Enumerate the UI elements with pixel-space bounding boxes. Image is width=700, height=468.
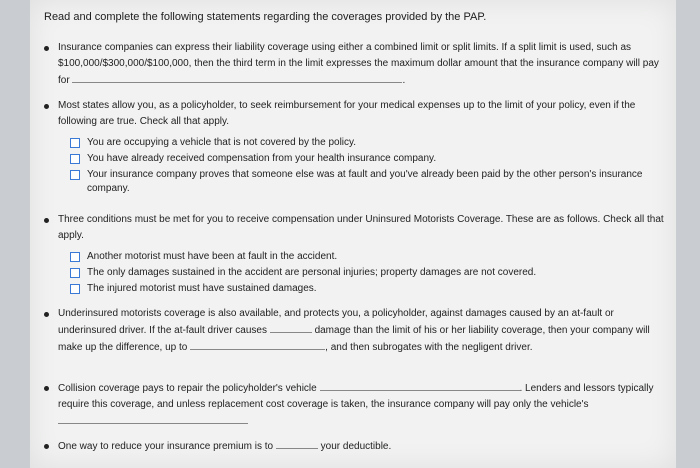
checkbox[interactable] <box>70 252 80 262</box>
question-5-text-2: . Lenders and lessors typically require this coverage, and unless replacement cost coverage is taken, the insurance company will pay only the vehicle's <box>58 383 654 410</box>
option-label: You are occupying a vehicle that is not covered by the policy. <box>87 137 357 148</box>
question-4 <box>44 306 666 356</box>
option-label: Another motorist must have been at fault in the accident. <box>87 251 338 262</box>
period: . <box>402 75 406 86</box>
checkbox[interactable] <box>70 138 80 148</box>
option-row[interactable] <box>70 168 666 196</box>
question-6 <box>44 438 666 455</box>
answer-blank-5[interactable] <box>58 413 248 424</box>
question-6-text-1: One way to reduce your insurance premium is to <box>58 441 274 452</box>
bullet <box>44 312 49 317</box>
question-1-text: Insurance companies can express their liability coverage using either a combined limit or split limits. If a split limit is used, such as $100,000/$300,000/$100,000, then the third term in the limit expresses the maximum dollar amount that the insurance company will pay for <box>58 42 659 86</box>
option-label: You have already received compensation from your health insurance company. <box>87 153 437 164</box>
answer-blank-2[interactable] <box>270 322 312 333</box>
worksheet <box>30 0 676 468</box>
question-5-text-1: Collision coverage pays to repair the policyholder's vehicle <box>58 383 317 394</box>
question-2-text: Most states allow you, as a policyholder, to seek reimbursement for your medical expenses up to the limit of your policy, even if the following are true. Check all that apply. <box>58 100 636 127</box>
question-4-text-3: , and then subrogates with the negligent driver. <box>325 342 533 353</box>
question-4-text-1: Underinsured motorists coverage is also available, and protects you, a policyholder, against damages caused by an at-fault or underinsured driver. If the at-fault driver causes <box>58 308 614 336</box>
option-label: The only damages sustained in the accident are personal injuries; property damages are not covered. <box>87 267 537 278</box>
answer-blank-3[interactable] <box>190 339 325 350</box>
page-title: Read and complete the following statements regarding the coverages provided by the PAP. <box>44 11 487 23</box>
question-1 <box>44 40 666 89</box>
answer-blank-6[interactable] <box>276 438 318 449</box>
bullet <box>44 218 49 223</box>
option-row[interactable] <box>70 266 666 280</box>
question-4-text-2: damage than the limit of his or her liability coverage, then your company will make up the difference, up to <box>58 325 650 353</box>
question-2 <box>44 98 666 196</box>
bullet <box>44 46 49 51</box>
question-3-text: Three conditions must be met for you to receive compensation under Uninsured Motorists Coverage. These are as follows. Check all that apply. <box>58 214 664 241</box>
question-5 <box>44 380 666 430</box>
option-row[interactable] <box>70 250 666 264</box>
checkbox[interactable] <box>70 268 80 278</box>
question-6-text-2: your deductible. <box>320 441 392 452</box>
answer-blank-4[interactable] <box>320 380 520 391</box>
checkbox[interactable] <box>70 170 80 180</box>
option-row[interactable] <box>70 152 666 166</box>
answer-blank-1[interactable] <box>72 72 402 83</box>
option-label: The injured motorist must have sustained damages. <box>87 283 317 294</box>
bullet <box>44 104 49 109</box>
option-row[interactable] <box>70 282 666 296</box>
bullet <box>44 444 49 449</box>
option-row[interactable] <box>70 136 666 150</box>
question-3 <box>44 212 666 296</box>
checkbox[interactable] <box>70 154 80 164</box>
option-label: Your insurance company proves that someone else was at fault and you've already been paid by the other person's insurance company. <box>87 169 643 194</box>
bullet <box>44 386 49 391</box>
checkbox[interactable] <box>70 284 80 294</box>
